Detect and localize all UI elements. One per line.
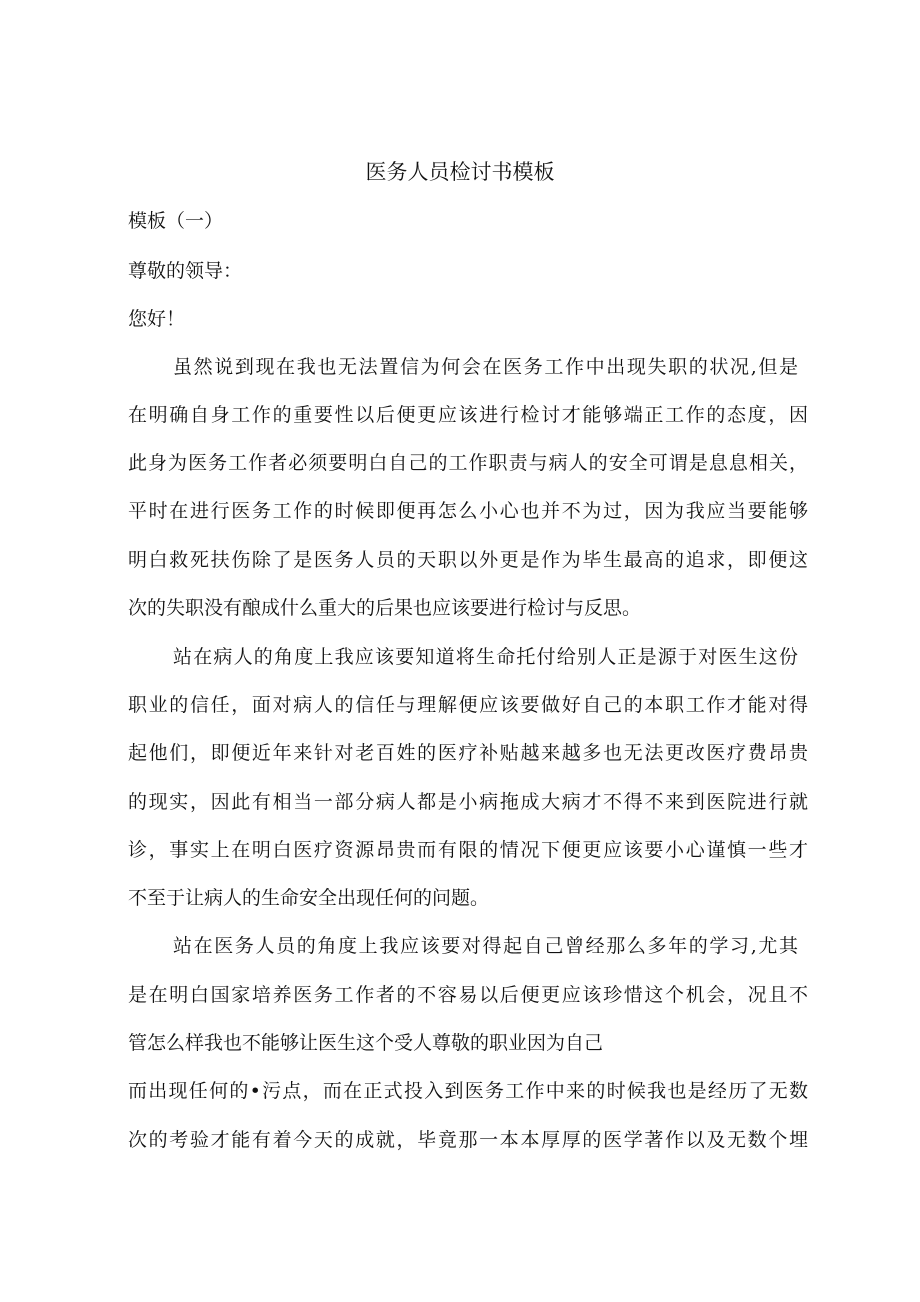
paragraph-3-line-1: 站在医务人员的角度上我应该要对得起自己曾经那么多年的学习,尤其: [173, 935, 798, 957]
paragraph-2-line-1: 站在病人的角度上我应该要知道将生命托付给别人正是源于对医生这份: [173, 646, 798, 668]
paragraph-1-line-4: 平时在进行医务工作的时候即便再怎么小心也并不为过，因为我应当要能够: [128, 500, 808, 522]
paragraph-3-line-2: 是在明白国家培养医务工作者的不容易以后便更应该珍惜这个机会，况且不: [128, 984, 808, 1006]
paragraph-1-line-5: 明白救死扶伤除了是医务人员的天职以外更是作为毕生最高的追求，即便这: [128, 549, 808, 571]
paragraph-2-line-4: 的现实，因此有相当一部分病人都是小病拖成大病才不得不来到医院进行就: [128, 791, 808, 813]
document-title: 医务人员检讨书模板: [365, 160, 555, 184]
paragraph-2-line-5: 诊，事实上在明白医疗资源昂贵而有限的情况下便更应该要小心谨慎一些才: [128, 839, 808, 861]
salutation: 尊敬的领导：: [128, 260, 243, 282]
paragraph-1-line-2: 在明确自身工作的重要性以后便更应该进行检讨才能够端正工作的态度，因: [128, 404, 808, 426]
paragraph-4-line-1: 而出现任何的•污点，而在正式投入到医务工作中来的时候我也是经历了无数: [128, 1080, 808, 1102]
paragraph-1-line-1: 虽然说到现在我也无法置信为何会在医务工作中出现失职的状况,但是: [173, 356, 798, 378]
paragraph-2-line-6: 不至于让病人的生命安全出现任何的问题。: [128, 887, 490, 909]
paragraph-2-line-2: 职业的信任，面对病人的信任与理解便应该要做好自己的本职工作才能对得: [128, 694, 808, 716]
paragraph-1-line-6: 次的失职没有酿成什么重大的后果也应该要进行检讨与反思。: [128, 597, 642, 619]
paragraph-3-line-3: 管怎么样我也不能够让医生这个受人尊敬的职业因为自己: [128, 1032, 604, 1054]
paragraph-1-line-3: 此身为医务工作者必须要明白自己的工作职责与病人的安全可谓是息息相关，: [128, 452, 808, 474]
paragraph-2-line-3: 起他们，即便近年来针对老百姓的医疗补贴越来越多也无法更改医疗费昂贵: [128, 742, 808, 764]
paragraph-4-line-2: 次的考验才能有着今天的成就，毕竟那一本本厚厚的医学著作以及无数个埋: [128, 1129, 808, 1151]
greeting: 您好！: [128, 308, 186, 330]
section-heading: 模板（一）: [128, 210, 224, 232]
